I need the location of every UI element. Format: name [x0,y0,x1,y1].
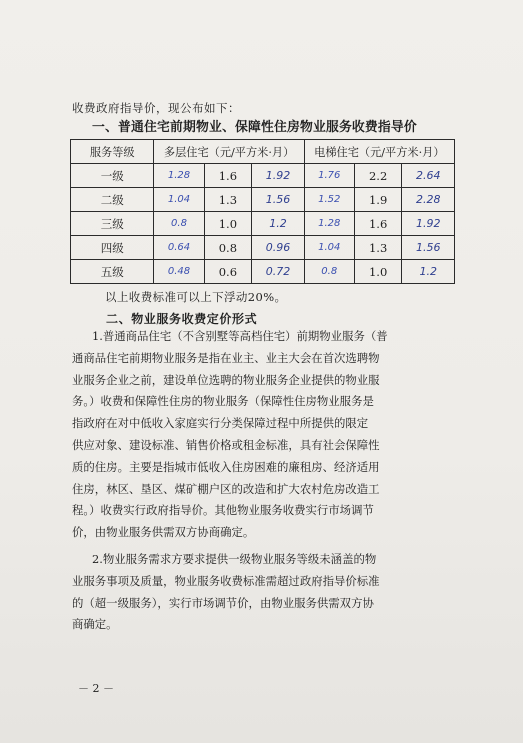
paragraph-2 [72,549,472,636]
paragraph-line: 质的住房。主要是指城市低收入住房困难的廉租房、经济适用 [72,459,380,474]
printed-value: 1.0 [354,260,402,284]
float-note: 以上收费标准可以上下浮动20%。 [105,290,287,304]
table-header-row [71,140,455,164]
paragraph-line: 1.普通商品住宅（不含别墅等高档住宅）前期物业服务（普 [92,329,388,343]
handwritten-value: 1.92 [252,164,304,188]
printed-value: 1.3 [204,188,252,212]
paragraph-line: 指政府在对中低收入家庭实行分类保障过程中所提供的限定 [72,416,369,431]
header-multi: 多层住宅（元/平方米·月） [154,140,304,164]
handwritten-value: 1.76 [304,164,354,188]
paragraph-1 [72,326,472,544]
table-row [71,236,455,260]
handwritten-value: 0.72 [252,260,304,284]
level-cell: 五级 [71,260,154,284]
handwritten-value: 1.04 [154,188,204,212]
intro-line: 收费政府指导价，现公布如下： [72,101,240,115]
level-cell: 四级 [71,236,154,260]
printed-value: 1.6 [354,212,402,236]
paragraph-line: 通商品住宅前期物业服务是指在业主、业主大会在首次选聘物 [72,350,380,365]
table-row [71,164,455,188]
printed-value: 1.3 [354,236,402,260]
level-cell: 三级 [71,212,154,236]
paragraph-line: 业服务企业之前，建设单位选聘的物业服务企业提供的物业服 [72,372,380,387]
handwritten-value: 1.92 [402,212,455,236]
table-row [71,260,455,284]
paragraph-line: 价，由物业服务供需双方协商确定。 [72,525,255,540]
paragraph-line: 程。）收费实行政府指导价。其他物业服务收费实行市场调节 [72,503,374,518]
printed-value: 1.0 [204,212,252,236]
paragraph-line: 2.物业服务需求方要求提供一级物业服务等级未涵盖的物 [92,552,377,566]
page-number: － 2 － [78,682,114,695]
handwritten-value: 1.56 [402,236,455,260]
section2-title: 二、物业服务收费定价形式 [106,312,258,326]
handwritten-value: 0.96 [252,236,304,260]
handwritten-value: 1.2 [252,212,304,236]
printed-value: 1.6 [204,164,252,188]
handwritten-value: 2.64 [402,164,455,188]
paragraph-line: 商确定。 [72,617,118,632]
handwritten-value: 1.2 [402,260,455,284]
handwritten-value: 1.56 [252,188,304,212]
handwritten-value: 0.8 [154,212,204,236]
printed-value: 0.6 [204,260,252,284]
paragraph-line: 务。）收费和保障性住房的物业服务（保障性住房物业服务是 [72,394,374,409]
printed-value: 0.8 [204,236,252,260]
handwritten-value: 0.64 [154,236,204,260]
paragraph-line: 业服务事项及质量，物业服务收费标准需超过政府指导价标准 [72,573,380,588]
table-row [71,212,455,236]
handwritten-value: 1.28 [304,212,354,236]
handwritten-value: 1.04 [304,236,354,260]
level-cell: 二级 [71,188,154,212]
paragraph-line: 的（超一级服务），实行市场调节价，由物业服务供需双方协 [72,595,374,610]
printed-value: 2.2 [354,164,402,188]
handwritten-value: 0.8 [304,260,354,284]
table-row [71,188,455,212]
handwritten-value: 0.48 [154,260,204,284]
fee-table [70,139,455,284]
header-elevator: 电梯住宅（元/平方米·月） [304,140,454,164]
section1-title: 一、普通住宅前期物业、保障性住房物业服务收费指导价 [92,120,417,135]
paragraph-line: 供应对象、建设标准、销售价格或租金标准，具有社会保障性 [72,437,380,452]
handwritten-value: 1.52 [304,188,354,212]
header-level: 服务等级 [71,140,154,164]
level-cell: 一级 [71,164,154,188]
paragraph-line: 住房，林区、垦区、煤矿棚户区的改造和扩大农村危房改造工 [72,481,380,496]
printed-value: 1.9 [354,188,402,212]
handwritten-value: 2.28 [402,188,455,212]
handwritten-value: 1.28 [154,164,204,188]
